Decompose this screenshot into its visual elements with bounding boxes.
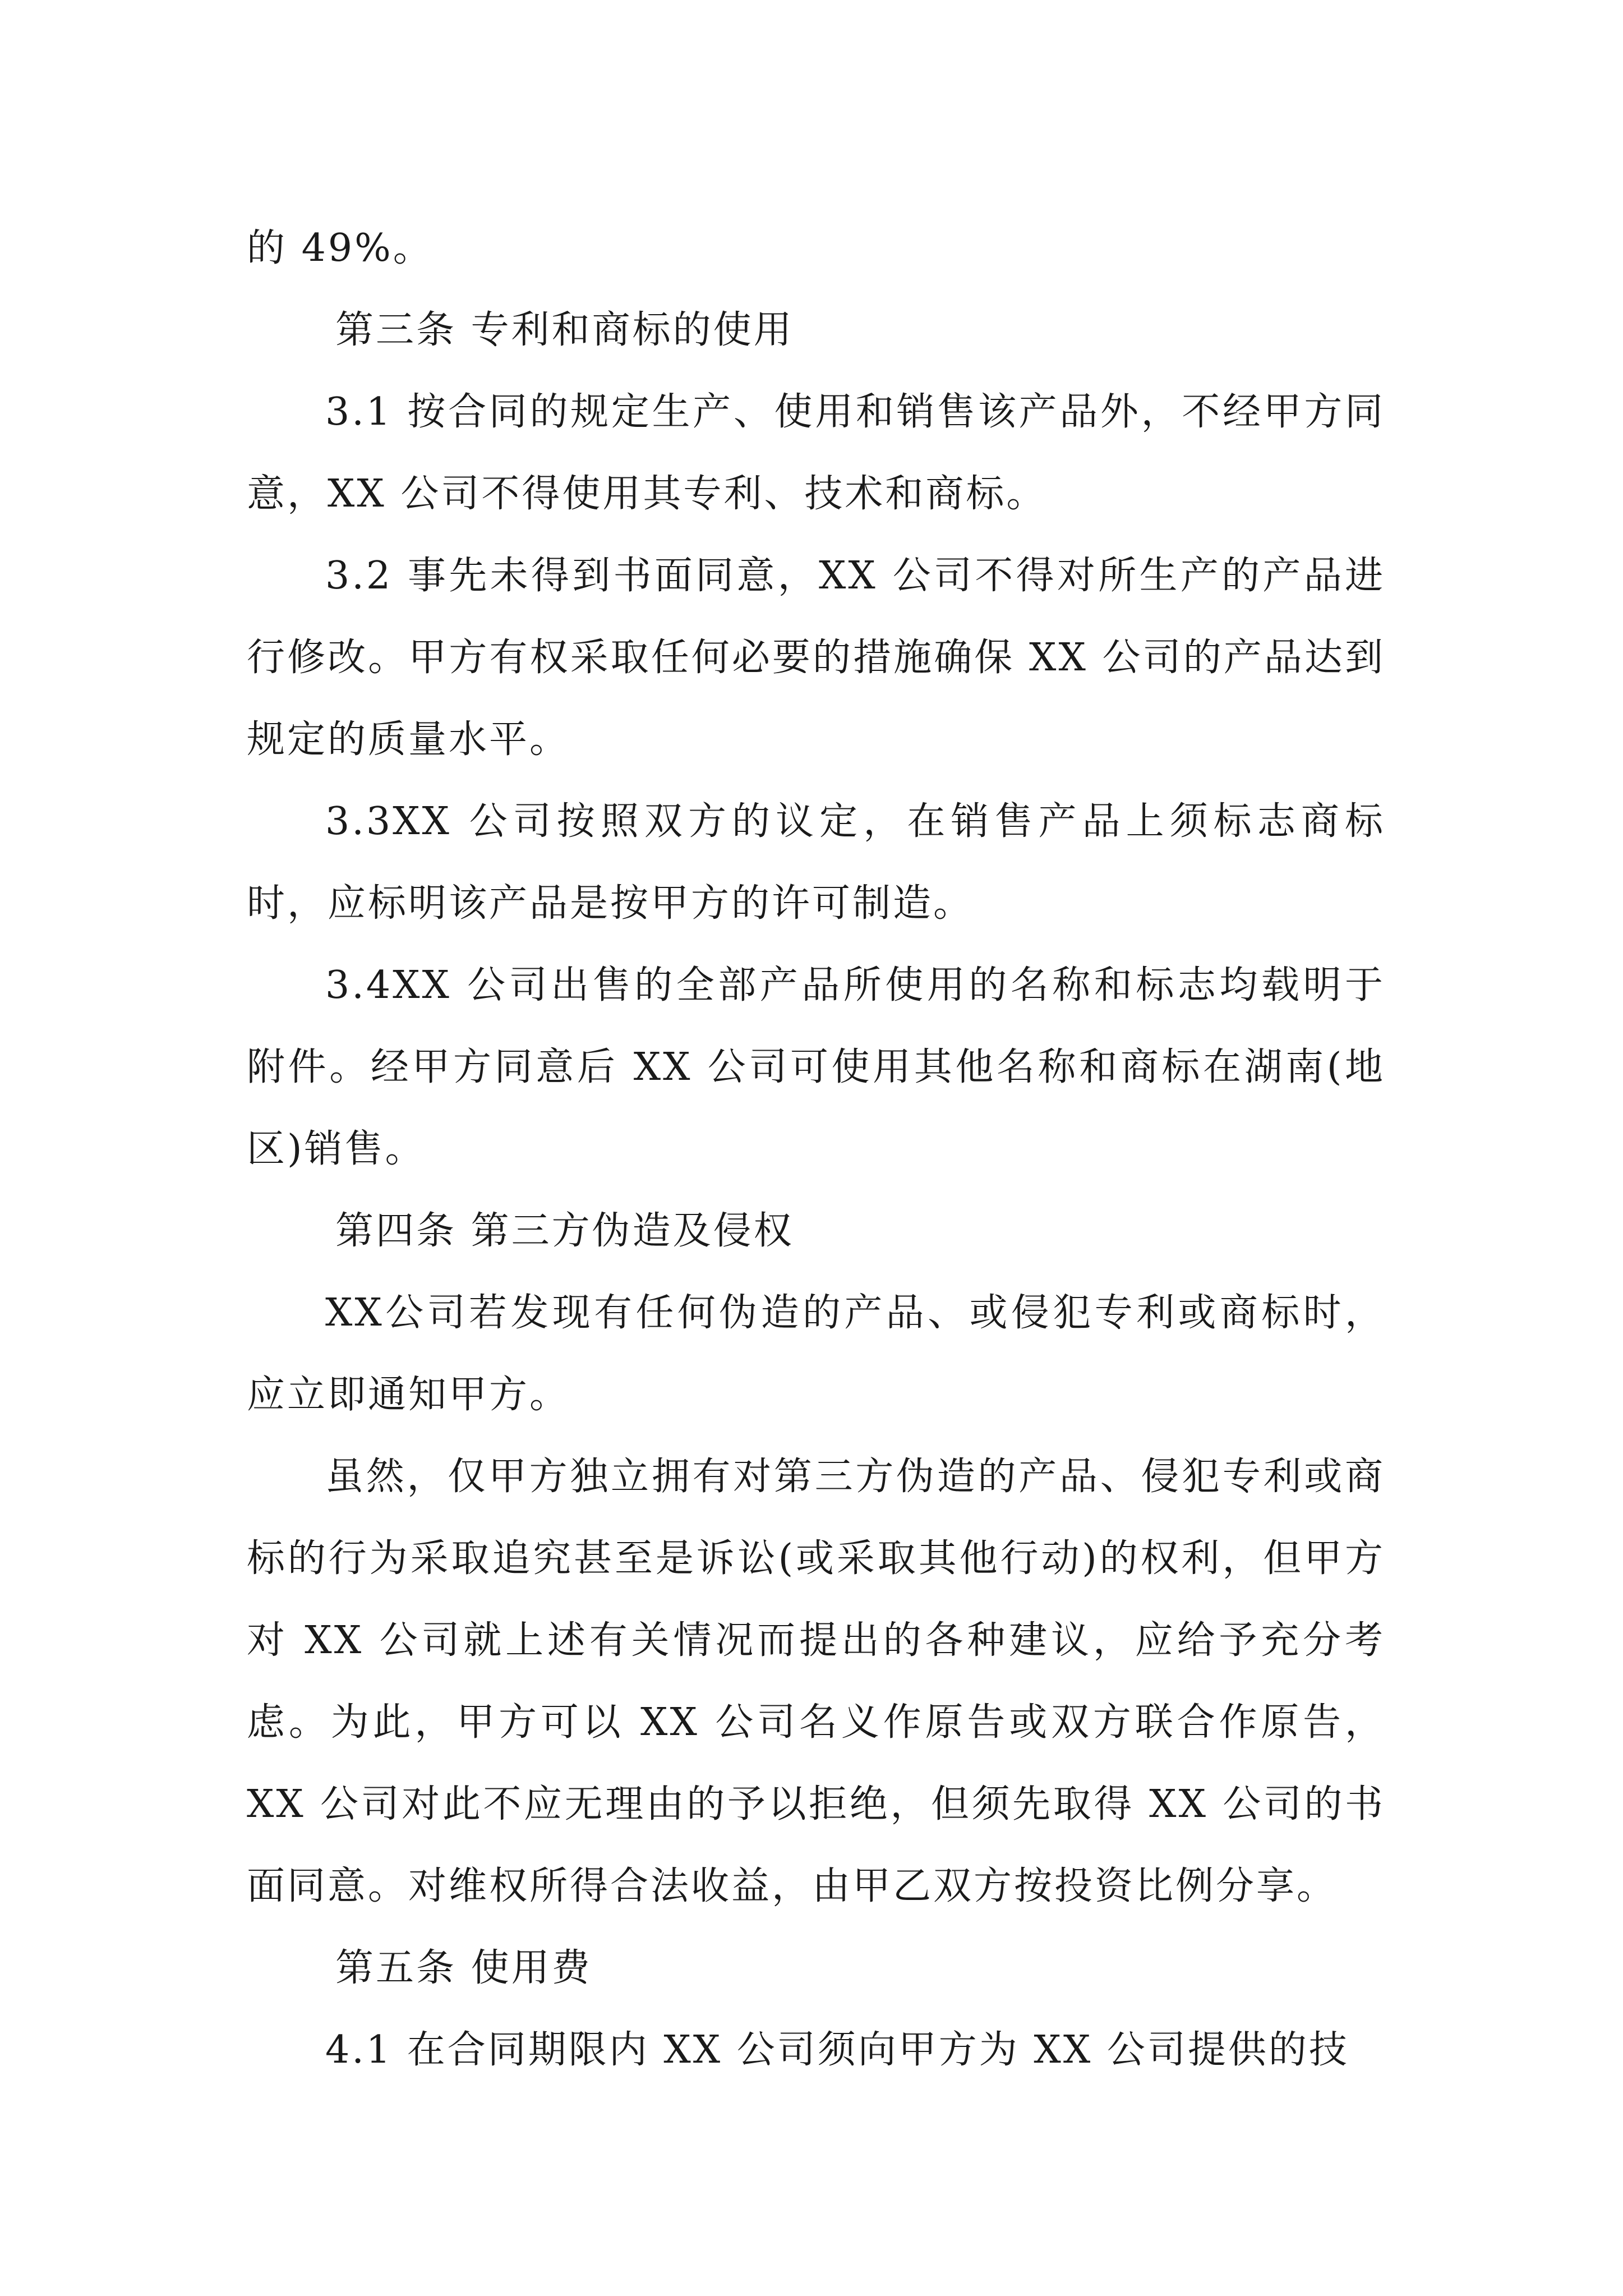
article-4-paragraph-1: XX公司若发现有任何伪造的产品、或侵犯专利或商标时，应立即通知甲方。 <box>247 1291 1385 1417</box>
article-4-heading: 第四条 第三方伪造及侵权 <box>335 1209 794 1253</box>
clause-3-2: 3.2 事先未得到书面同意，XX 公司不得对所生产的产品进行修改。甲方有权采取任何必要的措施确保 XX 公司的产品达到规定的质量水平。 <box>247 554 1385 762</box>
clause-4-1: 4.1 在合同期限内 XX 公司须向甲方为 XX 公司提供的技 <box>325 2028 1349 2072</box>
document-body <box>247 208 1385 2091</box>
article-3-heading: 第三条 专利和商标的使用 <box>335 308 794 352</box>
clause-3-1: 3.1 按合同的规定生产、使用和销售该产品外，不经甲方同意，XX 公司不得使用其专利、技术和商标。 <box>247 390 1385 516</box>
article-4-paragraph-2: 虽然，仅甲方独立拥有对第三方伪造的产品、侵犯专利或商标的行为采取追究甚至是诉讼(或采取其他行动)的权利，但甲方对 XX 公司就上述有关情况而提出的各种建议，应给予充分考虑。为此，甲方可以 XX 公司名义作原告或双方联合作原告，XX 公司对此不应无理由的予以拒绝，但须先取得 XX 公司的书面同意。对维权所得合法收益，由甲乙双方按投资比例分享。 <box>247 1455 1385 1908</box>
continued-paragraph: 的 49%。 <box>247 226 434 270</box>
clause-3-3: 3.3XX 公司按照双方的议定，在销售产品上须标志商标时，应标明该产品是按甲方的许可制造。 <box>247 799 1385 926</box>
clause-3-4: 3.4XX 公司出售的全部产品所使用的名称和标志均载明于附件。经甲方同意后 XX 公司可使用其他名称和商标在湖南(地区)销售。 <box>247 963 1385 1171</box>
article-5-heading: 第五条 使用费 <box>335 1946 592 1990</box>
